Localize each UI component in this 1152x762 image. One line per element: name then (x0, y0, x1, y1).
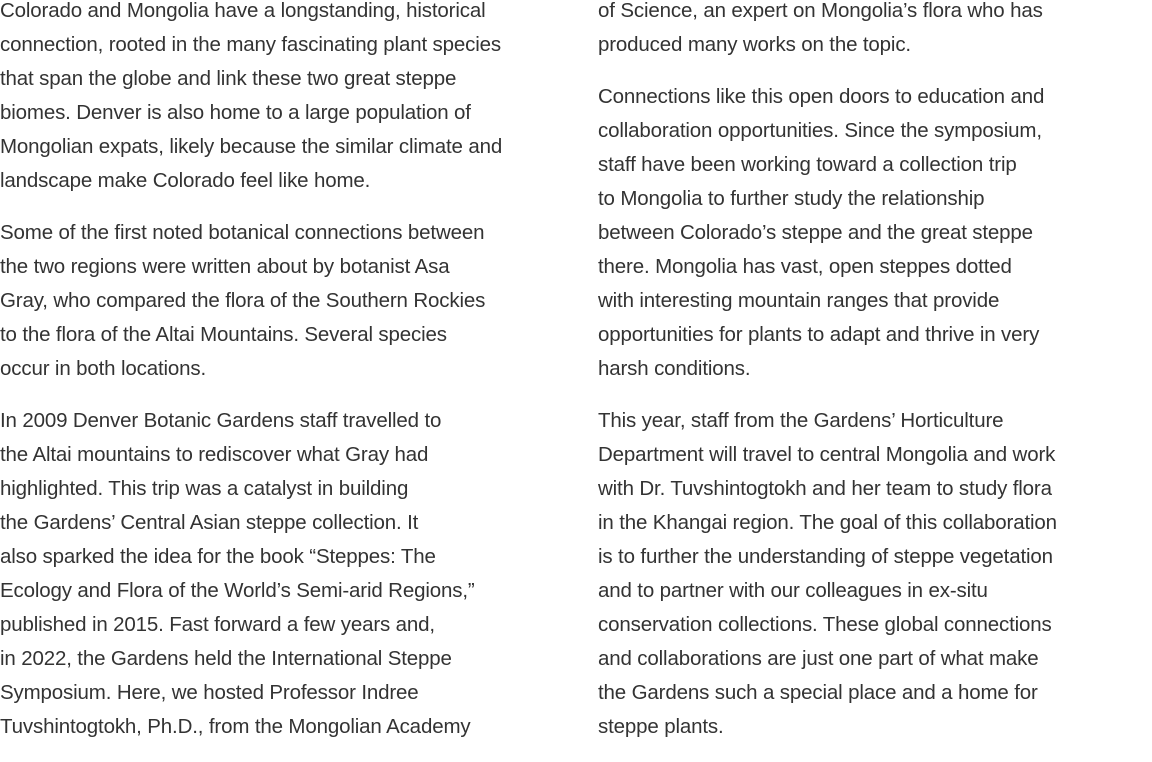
text-line: opportunities for plants to adapt and thrive in very (598, 323, 1040, 346)
text-line: connection, rooted in the many fascinating plant species (0, 33, 501, 56)
text-line: published in 2015. Fast forward a few years and, (0, 613, 435, 636)
text-line: Connections like this open doors to education and (598, 85, 1045, 108)
paragraph-colorado-mongolia-connection (0, 0, 572, 198)
text-line: highlighted. This trip was a catalyst in building (0, 477, 409, 500)
paragraph-2009-altai-trip (0, 404, 572, 744)
text-line: that span the globe and link these two great steppe (0, 67, 457, 90)
text-line: biomes. Denver is also home to a large population of (0, 101, 471, 124)
text-line: of Science, an expert on Mongolia’s flora who has (598, 0, 1043, 22)
text-line: This year, staff from the Gardens’ Horticulture (598, 409, 1004, 432)
text-line: is to further the understanding of steppe vegetation (598, 545, 1053, 568)
text-line: with interesting mountain ranges that provide (598, 289, 1000, 312)
text-line: to the flora of the Altai Mountains. Several species (0, 323, 447, 346)
text-line: the Altai mountains to rediscover what Gray had (0, 443, 429, 466)
paragraph-khangai-expedition (598, 404, 1152, 744)
text-line: the two regions were written about by botanist Asa (0, 255, 450, 278)
text-line: between Colorado’s steppe and the great steppe (598, 221, 1033, 244)
text-line: staff have been working toward a collection trip (598, 153, 1017, 176)
text-line: Department will travel to central Mongolia and work (598, 443, 1056, 466)
paragraph-collaboration-opportunities (598, 80, 1152, 386)
text-line: harsh conditions. (598, 357, 751, 380)
text-line: Tuvshintogtokh, Ph.D., from the Mongolian Academy (0, 715, 471, 738)
text-line: Colorado and Mongolia have a longstanding, historical (0, 0, 486, 22)
text-line: and to partner with our colleagues in ex-situ (598, 579, 988, 602)
text-line: and collaborations are just one part of what make (598, 647, 1039, 670)
text-line: in 2022, the Gardens held the International Steppe (0, 647, 452, 670)
text-line: landscape make Colorado feel like home. (0, 169, 371, 192)
text-line: Mongolian expats, likely because the similar climate and (0, 135, 503, 158)
text-line: also sparked the idea for the book “Steppes: The (0, 545, 436, 568)
text-line: the Gardens such a special place and a home for (598, 681, 1038, 704)
text-line: in the Khangai region. The goal of this collaboration (598, 511, 1057, 534)
article-right-column (598, 0, 1152, 762)
text-line: the Gardens’ Central Asian steppe collection. It (0, 511, 419, 534)
text-line: In 2009 Denver Botanic Gardens staff travelled to (0, 409, 442, 432)
text-line: to Mongolia to further study the relationship (598, 187, 985, 210)
paragraph-asa-gray-connections (0, 216, 572, 386)
text-line: Some of the first noted botanical connections between (0, 221, 485, 244)
text-line: occur in both locations. (0, 357, 207, 380)
text-line: steppe plants. (598, 715, 724, 738)
paragraph-mongolian-academy-continued (598, 0, 1152, 62)
text-line: there. Mongolia has vast, open steppes dotted (598, 255, 1012, 278)
text-line: with Dr. Tuvshintogtokh and her team to study flora (598, 477, 1052, 500)
text-line: Ecology and Flora of the World’s Semi-arid Regions,” (0, 579, 475, 602)
text-line: conservation collections. These global connections (598, 613, 1052, 636)
text-line: collaboration opportunities. Since the symposium, (598, 119, 1042, 142)
text-line: Gray, who compared the flora of the Southern Rockies (0, 289, 486, 312)
article-left-column (0, 0, 572, 762)
text-line: produced many works on the topic. (598, 33, 911, 56)
text-line: Symposium. Here, we hosted Professor Indree (0, 681, 419, 704)
